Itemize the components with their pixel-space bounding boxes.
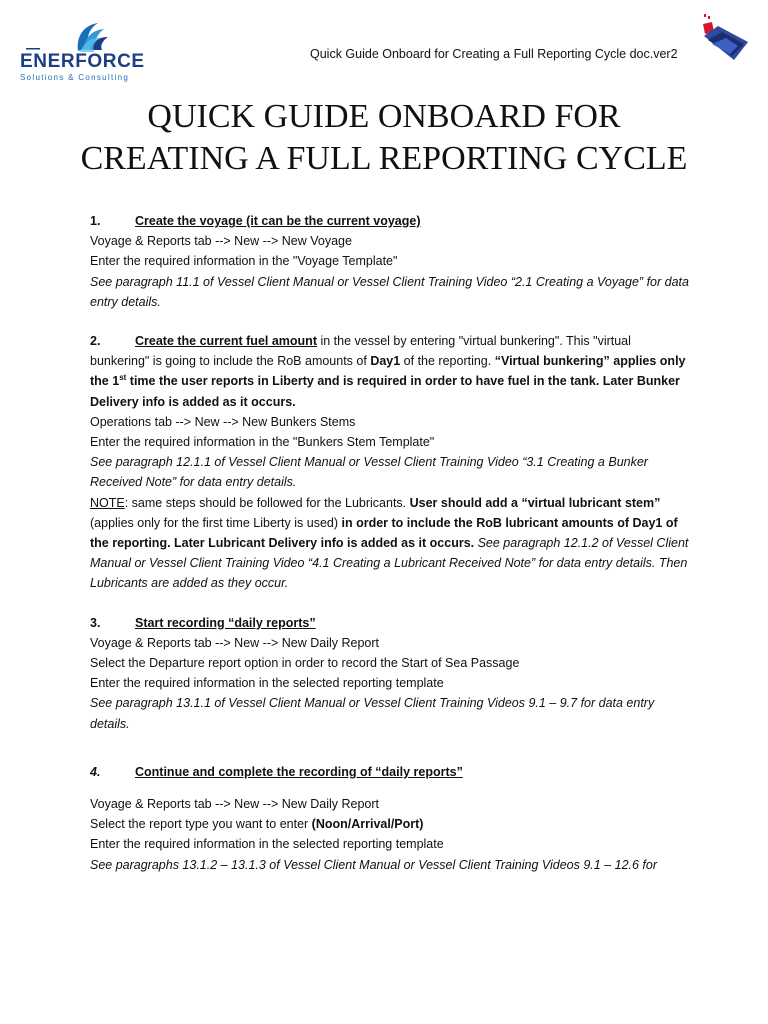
text-run-bold: “Virtual bunkering” applies only the 1 bbox=[90, 354, 686, 389]
section-title: Start recording “daily reports” bbox=[135, 615, 316, 630]
logo-wordmark: ENERFORCE bbox=[20, 51, 145, 72]
section-2-intro bbox=[90, 331, 690, 412]
section-number: 1. bbox=[90, 214, 101, 228]
section-1-heading bbox=[90, 211, 690, 231]
section-2-note bbox=[90, 493, 690, 594]
text-run-bold: User should add a “virtual lubricant stem” bbox=[409, 495, 661, 510]
section-3-step-2: Select the Departure report option in order to record the Start of Sea Passage bbox=[90, 656, 520, 671]
document-header-reference: Quick Guide Onboard for Creating a Full Reporting Cycle doc.ver2 bbox=[310, 47, 678, 61]
section-2-step-2: Enter the required information in the "Bunkers Stem Template" bbox=[90, 435, 435, 450]
enerforce-logo bbox=[18, 18, 145, 84]
section-1-reference: See paragraph 11.1 of Vessel Client Manual or Vessel Client Training Video “2.1 Creating a Voyage” for data entry details. bbox=[90, 274, 689, 309]
section-title: Continue and complete the recording of “daily reports” bbox=[135, 764, 463, 779]
document-title bbox=[0, 96, 768, 180]
section-4-step-3: Enter the required information in the selected reporting template bbox=[90, 837, 444, 852]
text-run-bold: in order to include the RoB lubricant amounts of Day1 of the reporting. Later Lubricant Delivery info is added as it occurs. bbox=[90, 515, 678, 551]
note-label: NOTE bbox=[90, 495, 125, 510]
section-4-step-2 bbox=[90, 814, 690, 834]
section-2-reference: See paragraph 12.1.1 of Vessel Client Manual or Vessel Client Training Video “3.1 Creating a Bunker Received Note” for data entry details. bbox=[90, 455, 648, 490]
text-run: : same steps should be followed for the Lubricants. bbox=[124, 495, 410, 510]
text-run-bold: (Noon/Arrival/Port) bbox=[311, 817, 424, 832]
text-run-italic: See paragraph 12.1.2 of Vessel Client Manual or Vessel Client Training Video “4.1 Creating a Lubricant Received Note” for data entry details. Then Lubricants are added as they occur. bbox=[90, 536, 689, 591]
title-line-2: CREATING A FULL REPORTING CYCLE bbox=[80, 140, 688, 177]
section-number: 3. bbox=[90, 615, 101, 630]
section-1-step-2: Enter the required information in the "Voyage Template" bbox=[90, 254, 398, 269]
text-run-bold: time the user reports in Liberty and is required in order to have fuel in the tank. Later Bunker Delivery info is added as it occurs. bbox=[90, 374, 680, 409]
title-line-1: QUICK GUIDE ONBOARD FOR bbox=[147, 98, 621, 135]
superscript: st bbox=[119, 373, 127, 383]
section-number: 4. bbox=[90, 764, 101, 779]
section-4-step-1: Voyage & Reports tab --> New --> New Daily Report bbox=[90, 797, 380, 812]
logo-tagline: Solutions & Consulting bbox=[20, 73, 130, 82]
text-run: (applies only for the first time Liberty is used) bbox=[90, 515, 342, 530]
section-3-step-1: Voyage & Reports tab --> New --> New Daily Report bbox=[90, 635, 380, 650]
section-4-heading bbox=[90, 762, 690, 782]
section-3-step-3: Enter the required information in the selected reporting template bbox=[90, 676, 444, 691]
text-run: of the reporting. bbox=[400, 354, 495, 369]
section-3-heading bbox=[90, 613, 690, 633]
section-title: Create the voyage (it can be the current voyage) bbox=[135, 214, 421, 228]
section-1-step-1: Voyage & Reports tab --> New --> New Voyage bbox=[90, 234, 352, 249]
section-number: 2. bbox=[90, 334, 101, 349]
section-3-reference: See paragraph 13.1.1 of Vessel Client Manual or Vessel Client Training Videos 9.1 – 9.7 for data entry details. bbox=[90, 696, 655, 731]
document-body bbox=[90, 211, 690, 875]
text-run: in the vessel by entering "virtual bunkering". This "virtual bunkering" is going to include the RoB amounts of bbox=[90, 334, 631, 369]
vessel-flag-icon bbox=[698, 12, 754, 66]
section-4-reference: See paragraphs 13.1.2 – 13.1.3 of Vessel Client Manual or Vessel Client Training Videos 9.1 – 12.6 for bbox=[90, 857, 658, 872]
section-title: Create the current fuel amount bbox=[135, 334, 317, 349]
text-run-bold: Day1 bbox=[370, 354, 401, 369]
text-run: Select the report type you want to enter bbox=[90, 817, 312, 832]
section-2-step-1: Operations tab --> New --> New Bunkers Stems bbox=[90, 414, 356, 429]
